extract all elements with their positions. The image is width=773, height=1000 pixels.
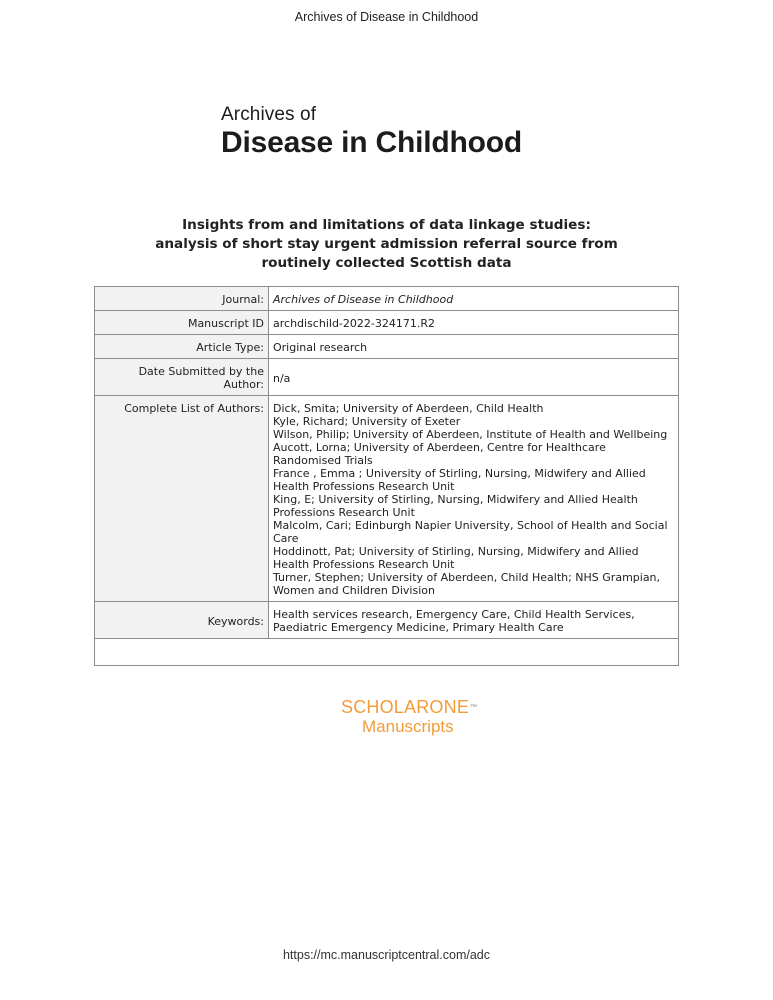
author-line: Professions Research Unit bbox=[273, 506, 415, 519]
author-line: Randomised Trials bbox=[273, 454, 373, 467]
author-line: Health Professions Research Unit bbox=[273, 558, 455, 571]
journal-value: Archives of Disease in Childhood bbox=[269, 287, 679, 311]
article-title bbox=[60, 216, 713, 273]
keywords-label: Keywords: bbox=[95, 602, 269, 639]
author-line: Turner, Stephen; University of Aberdeen, Child Health; NHS Grampian, bbox=[273, 571, 661, 584]
keywords-row bbox=[95, 602, 679, 639]
scholarone-logo bbox=[341, 697, 477, 737]
authors-label: Complete List of Authors: bbox=[95, 396, 269, 602]
journal-label: Journal: bbox=[95, 287, 269, 311]
scholarone-subtitle: Manuscripts bbox=[362, 717, 454, 736]
author-line: Dick, Smita; University of Aberdeen, Child Health bbox=[273, 402, 544, 415]
logo-line-1: Archives of bbox=[221, 104, 317, 125]
date-label-line: Author: bbox=[223, 378, 264, 391]
journal-row bbox=[95, 287, 679, 311]
authors-value bbox=[269, 396, 679, 602]
date-submitted-value: n/a bbox=[269, 359, 679, 396]
footer-url[interactable]: https://mc.manuscriptcentral.com/adc bbox=[282, 948, 491, 962]
author-line: King, E; University of Stirling, Nursing, Midwifery and Allied Health bbox=[273, 493, 638, 506]
article-type-label: Article Type: bbox=[95, 335, 269, 359]
manuscript-id-value: archdischild-2022-324171.R2 bbox=[269, 311, 679, 335]
title-line: analysis of short stay urgent admission referral source from bbox=[155, 236, 618, 252]
manuscript-id-row bbox=[95, 311, 679, 335]
author-line: Malcolm, Cari; Edinburgh Napier University, School of Health and Social bbox=[273, 519, 668, 532]
scholarone-brand-text: SCHOLARONE bbox=[341, 697, 470, 717]
date-submitted-label bbox=[95, 359, 269, 396]
author-line: Health Professions Research Unit bbox=[273, 480, 455, 493]
manuscript-metadata-table bbox=[94, 286, 679, 666]
title-line: routinely collected Scottish data bbox=[261, 255, 512, 271]
author-line: Aucott, Lorna; University of Aberdeen, Centre for Healthcare bbox=[273, 441, 606, 454]
authors-row bbox=[95, 396, 679, 602]
date-submitted-row bbox=[95, 359, 679, 396]
author-line: Wilson, Philip; University of Aberdeen, Institute of Health and Wellbeing bbox=[273, 428, 668, 441]
author-line: Care bbox=[273, 532, 299, 545]
logo-line-2: Disease in Childhood bbox=[221, 126, 523, 159]
keywords-line: Health services research, Emergency Care, Child Health Services, bbox=[273, 608, 635, 621]
date-label-line: Date Submitted by the bbox=[138, 365, 264, 378]
empty-cell bbox=[95, 639, 679, 666]
keywords-line: Paediatric Emergency Medicine, Primary Health Care bbox=[273, 621, 564, 634]
manuscript-id-label: Manuscript ID bbox=[95, 311, 269, 335]
scholarone-brand bbox=[341, 697, 477, 717]
empty-row bbox=[95, 639, 679, 666]
running-header: Archives of Disease in Childhood bbox=[294, 10, 479, 24]
author-line: France , Emma ; University of Stirling, Nursing, Midwifery and Allied bbox=[273, 467, 646, 480]
keywords-value bbox=[269, 602, 679, 639]
journal-logo bbox=[221, 104, 522, 160]
author-line: Kyle, Richard; University of Exeter bbox=[273, 415, 461, 428]
article-type-row bbox=[95, 335, 679, 359]
author-line: Women and Children Division bbox=[273, 584, 435, 597]
trademark-mark: ™ bbox=[470, 704, 478, 711]
title-line: Insights from and limitations of data linkage studies: bbox=[182, 217, 591, 233]
author-line: Hoddinott, Pat; University of Stirling, Nursing, Midwifery and Allied bbox=[273, 545, 639, 558]
article-type-value: Original research bbox=[269, 335, 679, 359]
